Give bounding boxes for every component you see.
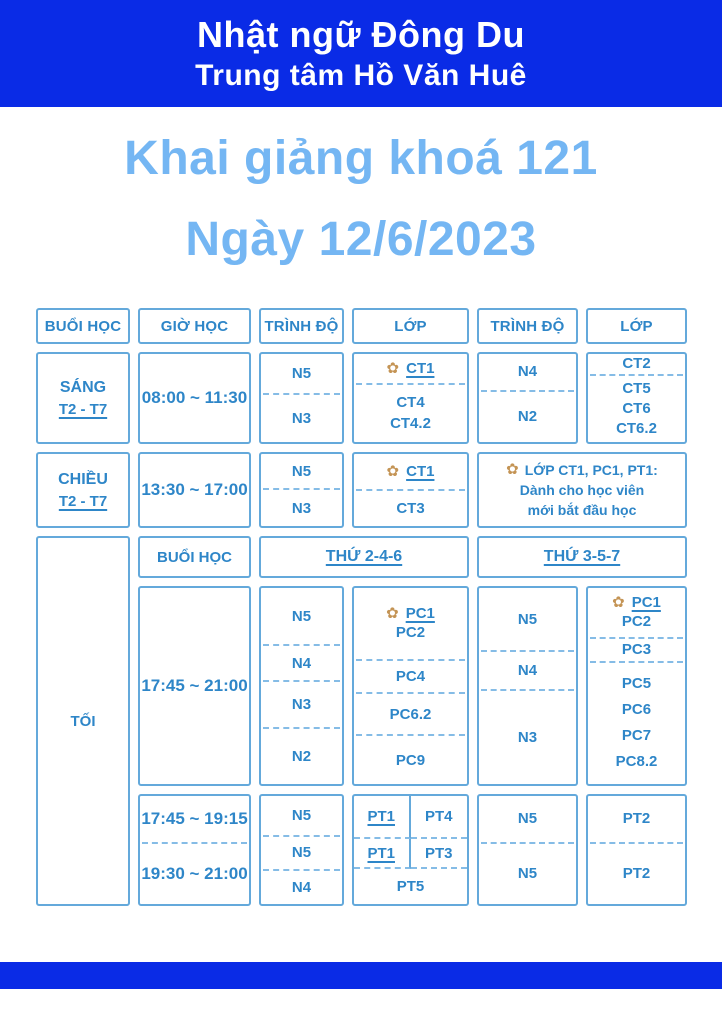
class-code: PC1 [405, 604, 435, 622]
toi-late-level-357-cell [477, 794, 578, 906]
chieu-class-246-cell [352, 452, 469, 528]
center-name: Trung tâm Hồ Văn Huê [195, 59, 527, 92]
col-header-lop-1: LỚP [352, 308, 469, 344]
level-item: N5 [291, 844, 312, 862]
level-item: N5 [517, 610, 538, 628]
col-header-trinh-do-2: TRÌNH ĐỘ [477, 308, 578, 344]
class-code: PC7 [621, 727, 652, 745]
class-code: PC1 [631, 593, 661, 611]
class-code: PC2 [621, 613, 652, 631]
class-code: PC3 [621, 641, 652, 659]
class-code: PT1 [367, 808, 395, 826]
class-item-new [354, 839, 411, 869]
sang-label: SÁNG [59, 378, 107, 396]
chieu-level-246-cell [259, 452, 344, 528]
toi-main-time-cell: 17:45 ~ 21:00 [138, 586, 251, 786]
toi-level-357-cell [477, 586, 578, 786]
toi-late-class-357-cell [586, 794, 687, 906]
class-items [588, 663, 685, 784]
class-code: PT1 [367, 844, 395, 862]
class-item-new [354, 588, 467, 659]
col-header-lop-2: LỚP [586, 308, 687, 344]
thu-357-label: THỨ 3-5-7 [543, 548, 621, 565]
late-time-1: 17:45 ~ 19:15 [141, 809, 248, 829]
toi-buoi-hoc-header: BUỔI HỌC [138, 536, 251, 578]
opening-title [0, 118, 722, 280]
flower-star-icon: ✿ [612, 594, 625, 612]
class-code: CT4.2 [390, 415, 431, 433]
class-code: CT1 [406, 462, 435, 480]
level-item: N5 [517, 810, 538, 828]
toi-level-246-cell [259, 586, 344, 786]
toi-class-246-cell [352, 586, 469, 786]
thu-246-label: THỨ 2-4-6 [325, 548, 403, 565]
chieu-days: T2 - T7 [58, 492, 108, 510]
chieu-label: CHIỀU [58, 470, 108, 488]
toi-class-357-cell [586, 586, 687, 786]
level-item: N4 [291, 654, 312, 672]
top-band [0, 0, 722, 107]
class-code: CT6.2 [616, 419, 657, 437]
chieu-time-cell: 13:30 ~ 17:00 [138, 452, 251, 528]
note-line3: mới bắt đầu học [527, 502, 637, 518]
level-item: N4 [291, 878, 312, 896]
class-code: PC2 [395, 624, 426, 641]
level-item: N3 [291, 409, 312, 427]
class-items [588, 376, 685, 442]
flower-star-icon: ✿ [386, 605, 399, 622]
schedule-table [36, 308, 687, 906]
class-code: PC5 [621, 675, 652, 693]
sang-time-cell: 08:00 ~ 11:30 [138, 352, 251, 444]
chieu-session-cell [36, 452, 130, 528]
note-line2: Dành cho học viên [519, 482, 645, 498]
sang-class-246-cell [352, 352, 469, 444]
level-item: N3 [291, 499, 312, 517]
class-item-new [354, 454, 467, 489]
thu-357-header [477, 536, 687, 578]
class-code: CT3 [396, 499, 425, 517]
toi-late-time-cell [138, 794, 251, 906]
class-code: PT4 [411, 796, 468, 839]
level-item: N3 [291, 696, 312, 714]
level-item: N5 [291, 607, 312, 625]
class-code: CT2 [622, 355, 651, 373]
late-time-2: 19:30 ~ 21:00 [141, 864, 248, 884]
level-item: N4 [517, 363, 538, 381]
level-item: N2 [517, 408, 538, 426]
sang-level-246-cell [259, 352, 344, 444]
class-code: PC9 [395, 751, 426, 769]
class-code: PT5 [396, 878, 425, 896]
class-items [354, 385, 467, 442]
class-code: CT5 [622, 379, 651, 397]
thu-246-header [259, 536, 469, 578]
opening-title-line1: Khai giảng khoá 121 [124, 132, 598, 185]
class-code: PT3 [411, 839, 468, 869]
class-code: CT6 [622, 399, 651, 417]
toi-late-class-246-cell [352, 794, 469, 906]
level-item: N5 [291, 806, 312, 824]
level-item: N5 [291, 462, 312, 480]
beginner-note-cell [477, 452, 687, 528]
col-header-gio-hoc: GIỜ HỌC [138, 308, 251, 344]
note-line1-row [483, 460, 681, 480]
bottom-band [0, 962, 722, 989]
flower-star-icon: ✿ [506, 461, 519, 478]
org-name: Nhật ngữ Đông Du [196, 14, 525, 55]
level-item: N5 [291, 364, 312, 382]
note-line1: LỚP CT1, PC1, PT1: [524, 462, 658, 478]
class-code: PC6 [621, 701, 652, 719]
class-item-new [354, 796, 411, 839]
opening-title-line2: Ngày 12/6/2023 [185, 213, 537, 266]
class-code: PC4 [395, 668, 426, 685]
class-item-new [354, 354, 467, 383]
flower-star-icon: ✿ [386, 360, 400, 378]
level-item: N5 [517, 865, 538, 883]
level-item: N3 [517, 728, 538, 746]
sang-level-357-cell [477, 352, 578, 444]
class-code: CT4 [396, 394, 425, 412]
sang-session-cell [36, 352, 130, 444]
sang-class-357-cell [586, 352, 687, 444]
toi-late-level-246-cell [259, 794, 344, 906]
col-header-trinh-do-1: TRÌNH ĐỘ [259, 308, 344, 344]
toi-session-cell: TỐI [36, 536, 130, 906]
sang-days: T2 - T7 [58, 400, 108, 418]
level-item: N2 [291, 748, 312, 766]
class-code: PC6.2 [389, 705, 432, 723]
class-code: PC8.2 [615, 753, 658, 771]
level-item: N4 [517, 661, 538, 679]
flower-star-icon: ✿ [386, 463, 400, 481]
class-code: PT2 [622, 865, 651, 883]
class-code: PT2 [622, 810, 651, 828]
class-code: CT1 [406, 359, 435, 377]
class-item-new [588, 588, 685, 637]
col-header-buoi-hoc: BUỔI HỌC [36, 308, 130, 344]
